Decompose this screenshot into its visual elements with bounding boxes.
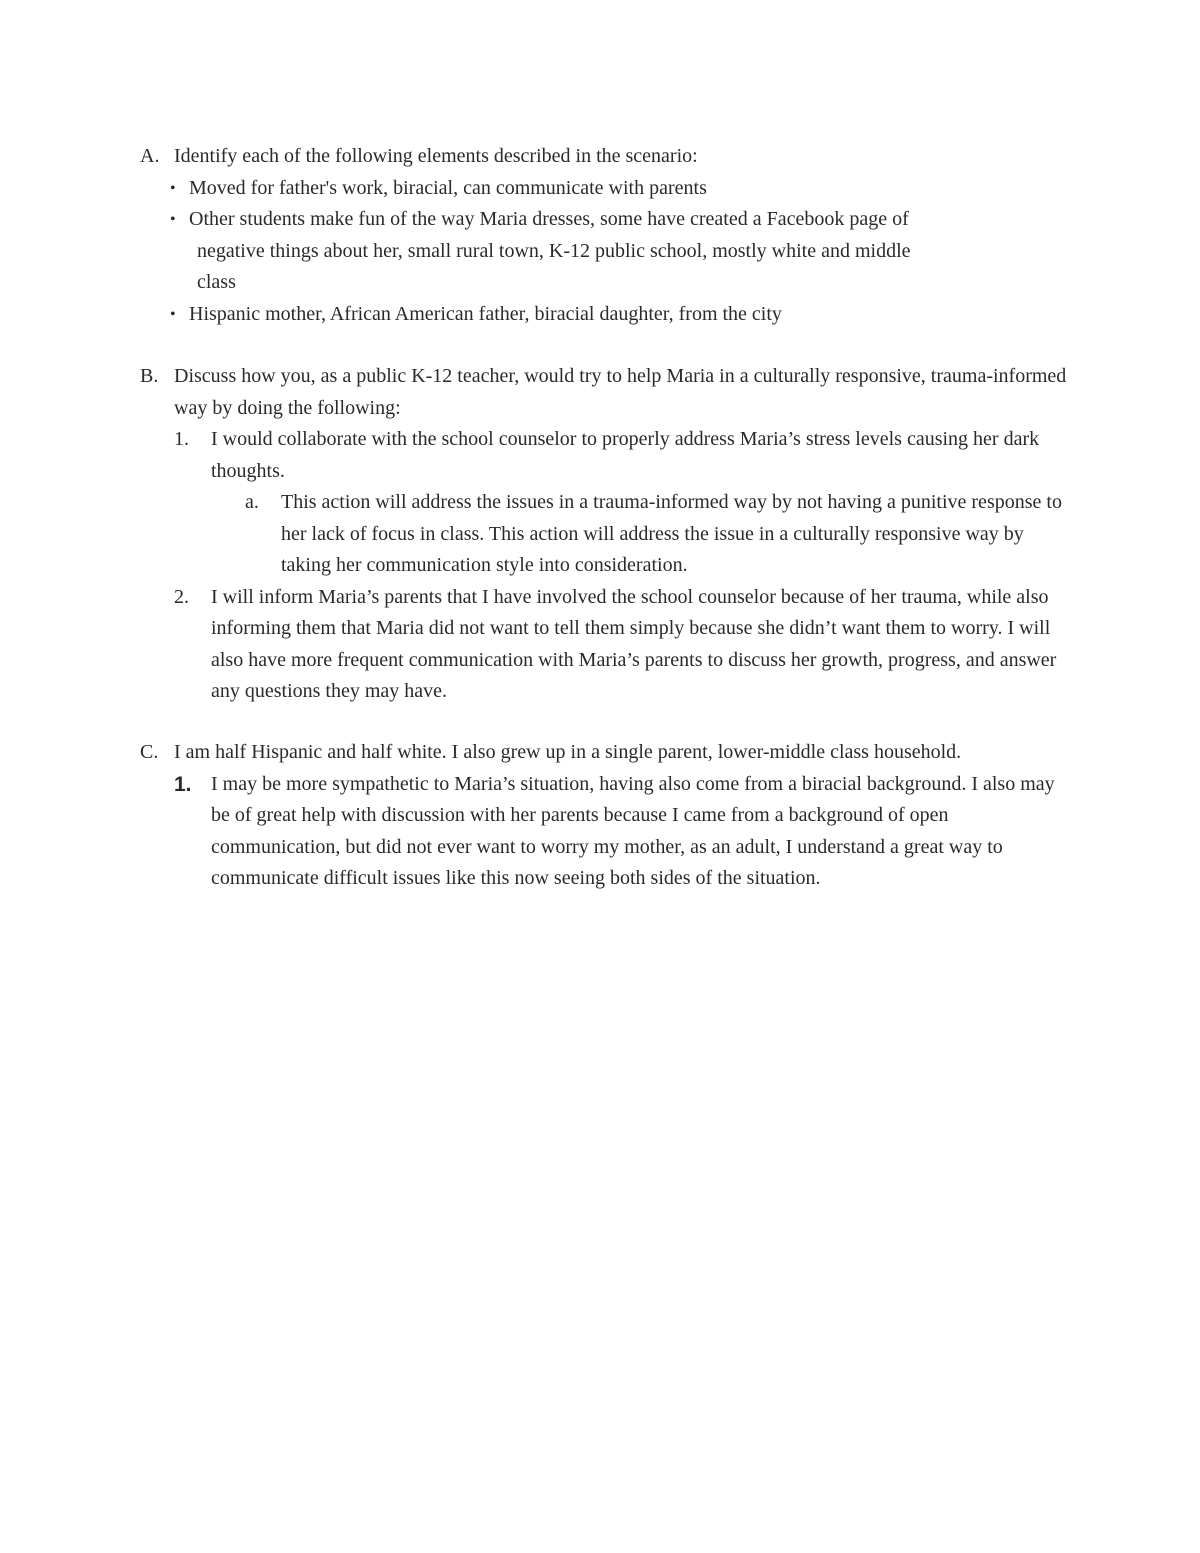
bullet-icon: • <box>170 211 176 228</box>
list-item <box>245 487 1070 582</box>
section-b-sub-list <box>245 487 1070 582</box>
list-letter: a. <box>245 491 259 513</box>
bullet-text: Hispanic mother, African American father, biracial daughter, from the city <box>189 302 782 325</box>
list-number: 2. <box>174 585 189 608</box>
section-a-intro: Identify each of the following elements described in the scenario: <box>174 145 698 167</box>
section-b-marker: B. <box>140 365 159 387</box>
section-a <box>140 141 1070 330</box>
list-item <box>170 173 1070 205</box>
bullet-text: Moved for father's work, biracial, can communicate with parents <box>189 176 707 199</box>
list-item-text: I will inform Maria’s parents that I have involved the school counselor because of her trauma, while also informing them that Maria did not want to tell them simply because she didn’t want them to worry. I will also have more frequent communication with Maria’s parents to discuss her growth, progress, and answer any questions they may have. <box>211 585 1057 702</box>
bullet-text-line: negative things about her, small rural town, K-12 public school, mostly white and middle <box>197 239 911 262</box>
section-b-heading <box>140 361 1070 424</box>
list-item <box>170 299 1070 331</box>
list-item-text: This action will address the issues in a trauma-informed way by not having a punitive response to her lack of focus in class. This action will address the issue in a culturally responsive way by taking her communication style into consideration. <box>281 491 1062 576</box>
section-a-marker: A. <box>140 145 160 167</box>
list-item-text: I would collaborate with the school counselor to properly address Maria’s stress levels causing her dark thoughts. <box>211 428 1040 482</box>
bullet-icon: • <box>170 305 176 323</box>
bullet-icon: • <box>170 179 176 197</box>
list-item <box>174 582 1070 708</box>
section-a-bullet-list <box>170 173 1070 331</box>
section-c-intro: I am half Hispanic and half white. I also grew up in a single parent, lower-middle class household. <box>174 741 962 763</box>
section-c-numbered-list <box>174 769 1070 895</box>
bullet-text-line: Other students make fun of the way Maria dresses, some have created a Facebook page of <box>189 208 909 230</box>
list-item <box>170 204 1070 299</box>
section-a-heading <box>140 141 1070 173</box>
list-item <box>174 424 1070 487</box>
list-number: 1. <box>174 428 189 450</box>
list-item-text: I may be more sympathetic to Maria’s situation, having also come from a biracial background. I also may be of great help with discussion with her parents because I came from a background of open communication, but did not ever want to worry my mother, as an adult, I understand a great way to communicate difficult issues like this now seeing both sides of the situation. <box>211 772 1055 889</box>
list-number: 1. <box>174 772 192 796</box>
section-c-heading <box>140 737 1070 769</box>
section-c <box>140 737 1070 895</box>
bullet-text <box>189 204 1070 299</box>
section-c-marker: C. <box>140 741 159 763</box>
bullet-text-line: class <box>197 271 236 293</box>
section-b-numbered-list <box>174 424 1070 708</box>
section-b <box>140 361 1070 708</box>
section-b-intro: Discuss how you, as a public K-12 teacher, would try to help Maria in a culturally responsive, trauma-informed way by doing the following: <box>174 365 1067 419</box>
list-item <box>174 769 1070 895</box>
